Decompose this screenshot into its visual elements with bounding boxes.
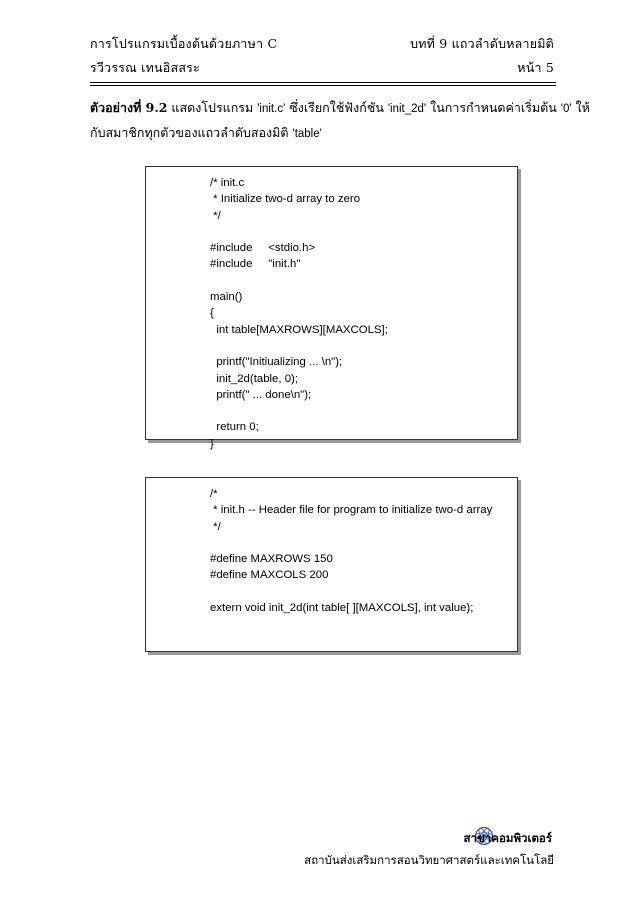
- header-author: รวีวรรณ เทนอิสสระ: [90, 60, 201, 75]
- array-name-table: 'table': [292, 128, 322, 140]
- code-line: /*: [210, 488, 218, 500]
- code-line: printf("Initiualizing ... \n");: [210, 356, 343, 369]
- desc-text-3: ในการกำหนดค่าเริ่มต้น: [426, 100, 561, 115]
- header-book-title: การโปรแกรมเบื้องต้นด้วยภาษา C: [90, 36, 278, 51]
- code-line: extern void init_2d(int table[ ][MAXCOLS], int value);: [210, 602, 474, 615]
- function-name-init-2d: 'init_2d': [387, 103, 427, 115]
- code-line: return 0;: [210, 421, 259, 434]
- code-line: #include <stdio.h>: [210, 242, 316, 255]
- header-rule-bottom: [90, 85, 556, 86]
- footer-department: สาขาคอมพิวเตอร์: [463, 831, 552, 845]
- code-line: #define MAXCOLS 200: [210, 569, 329, 582]
- desc-text-2: ซึ่งเรียกใช้ฟังก์ชัน: [285, 100, 388, 115]
- desc-text-4: ให้: [571, 100, 590, 115]
- header-chapter-title: บทที่ 9 แถวลำดับหลายมิติ: [410, 36, 554, 51]
- initial-value-zero: '0': [560, 103, 572, 115]
- code-line: * init.h -- Header file for program to initialize two-d array: [210, 504, 493, 517]
- desc-text-1: แสดงโปรแกรม: [167, 100, 258, 115]
- code-line: {: [210, 307, 214, 320]
- code-line: int table[MAXROWS][MAXCOLS];: [210, 323, 388, 336]
- description-line-1: [90, 96, 590, 121]
- description-line-2: [90, 121, 562, 146]
- code-box-init-c: [145, 166, 518, 450]
- code-line: init_2d(table, 0);: [210, 372, 299, 385]
- code-box-init-h: [145, 477, 518, 652]
- example-description: [90, 96, 590, 146]
- header-page-number: หน้า 5: [517, 60, 554, 75]
- example-label: ตัวอย่างที่ 9.2: [90, 100, 168, 115]
- footer-institute: สถาบันส่งเสริมการสอนวิทยาศาสตร์และเทคโนโลยี: [304, 853, 554, 867]
- code-line: */: [210, 520, 221, 533]
- code-listing-init-h: [210, 486, 492, 616]
- code-line: */: [210, 209, 221, 222]
- code-line: #define MAXROWS 150: [210, 553, 333, 566]
- code-line: /* init.c: [210, 177, 245, 189]
- code-line: * Initialize two-d array to zero: [210, 193, 361, 206]
- code-line: printf(" ... done\n");: [210, 388, 312, 401]
- desc-text-5: กับสมาชิกทุกตัวของแถวลำดับสองมิติ: [90, 125, 293, 140]
- code-line: main(): [210, 291, 243, 304]
- file-name-init-c: 'init.c': [257, 103, 286, 115]
- code-line: }: [210, 437, 214, 450]
- header-rule-top: [90, 82, 556, 83]
- code-listing-init-c: [210, 175, 388, 452]
- code-line: #include "init.h": [210, 258, 301, 271]
